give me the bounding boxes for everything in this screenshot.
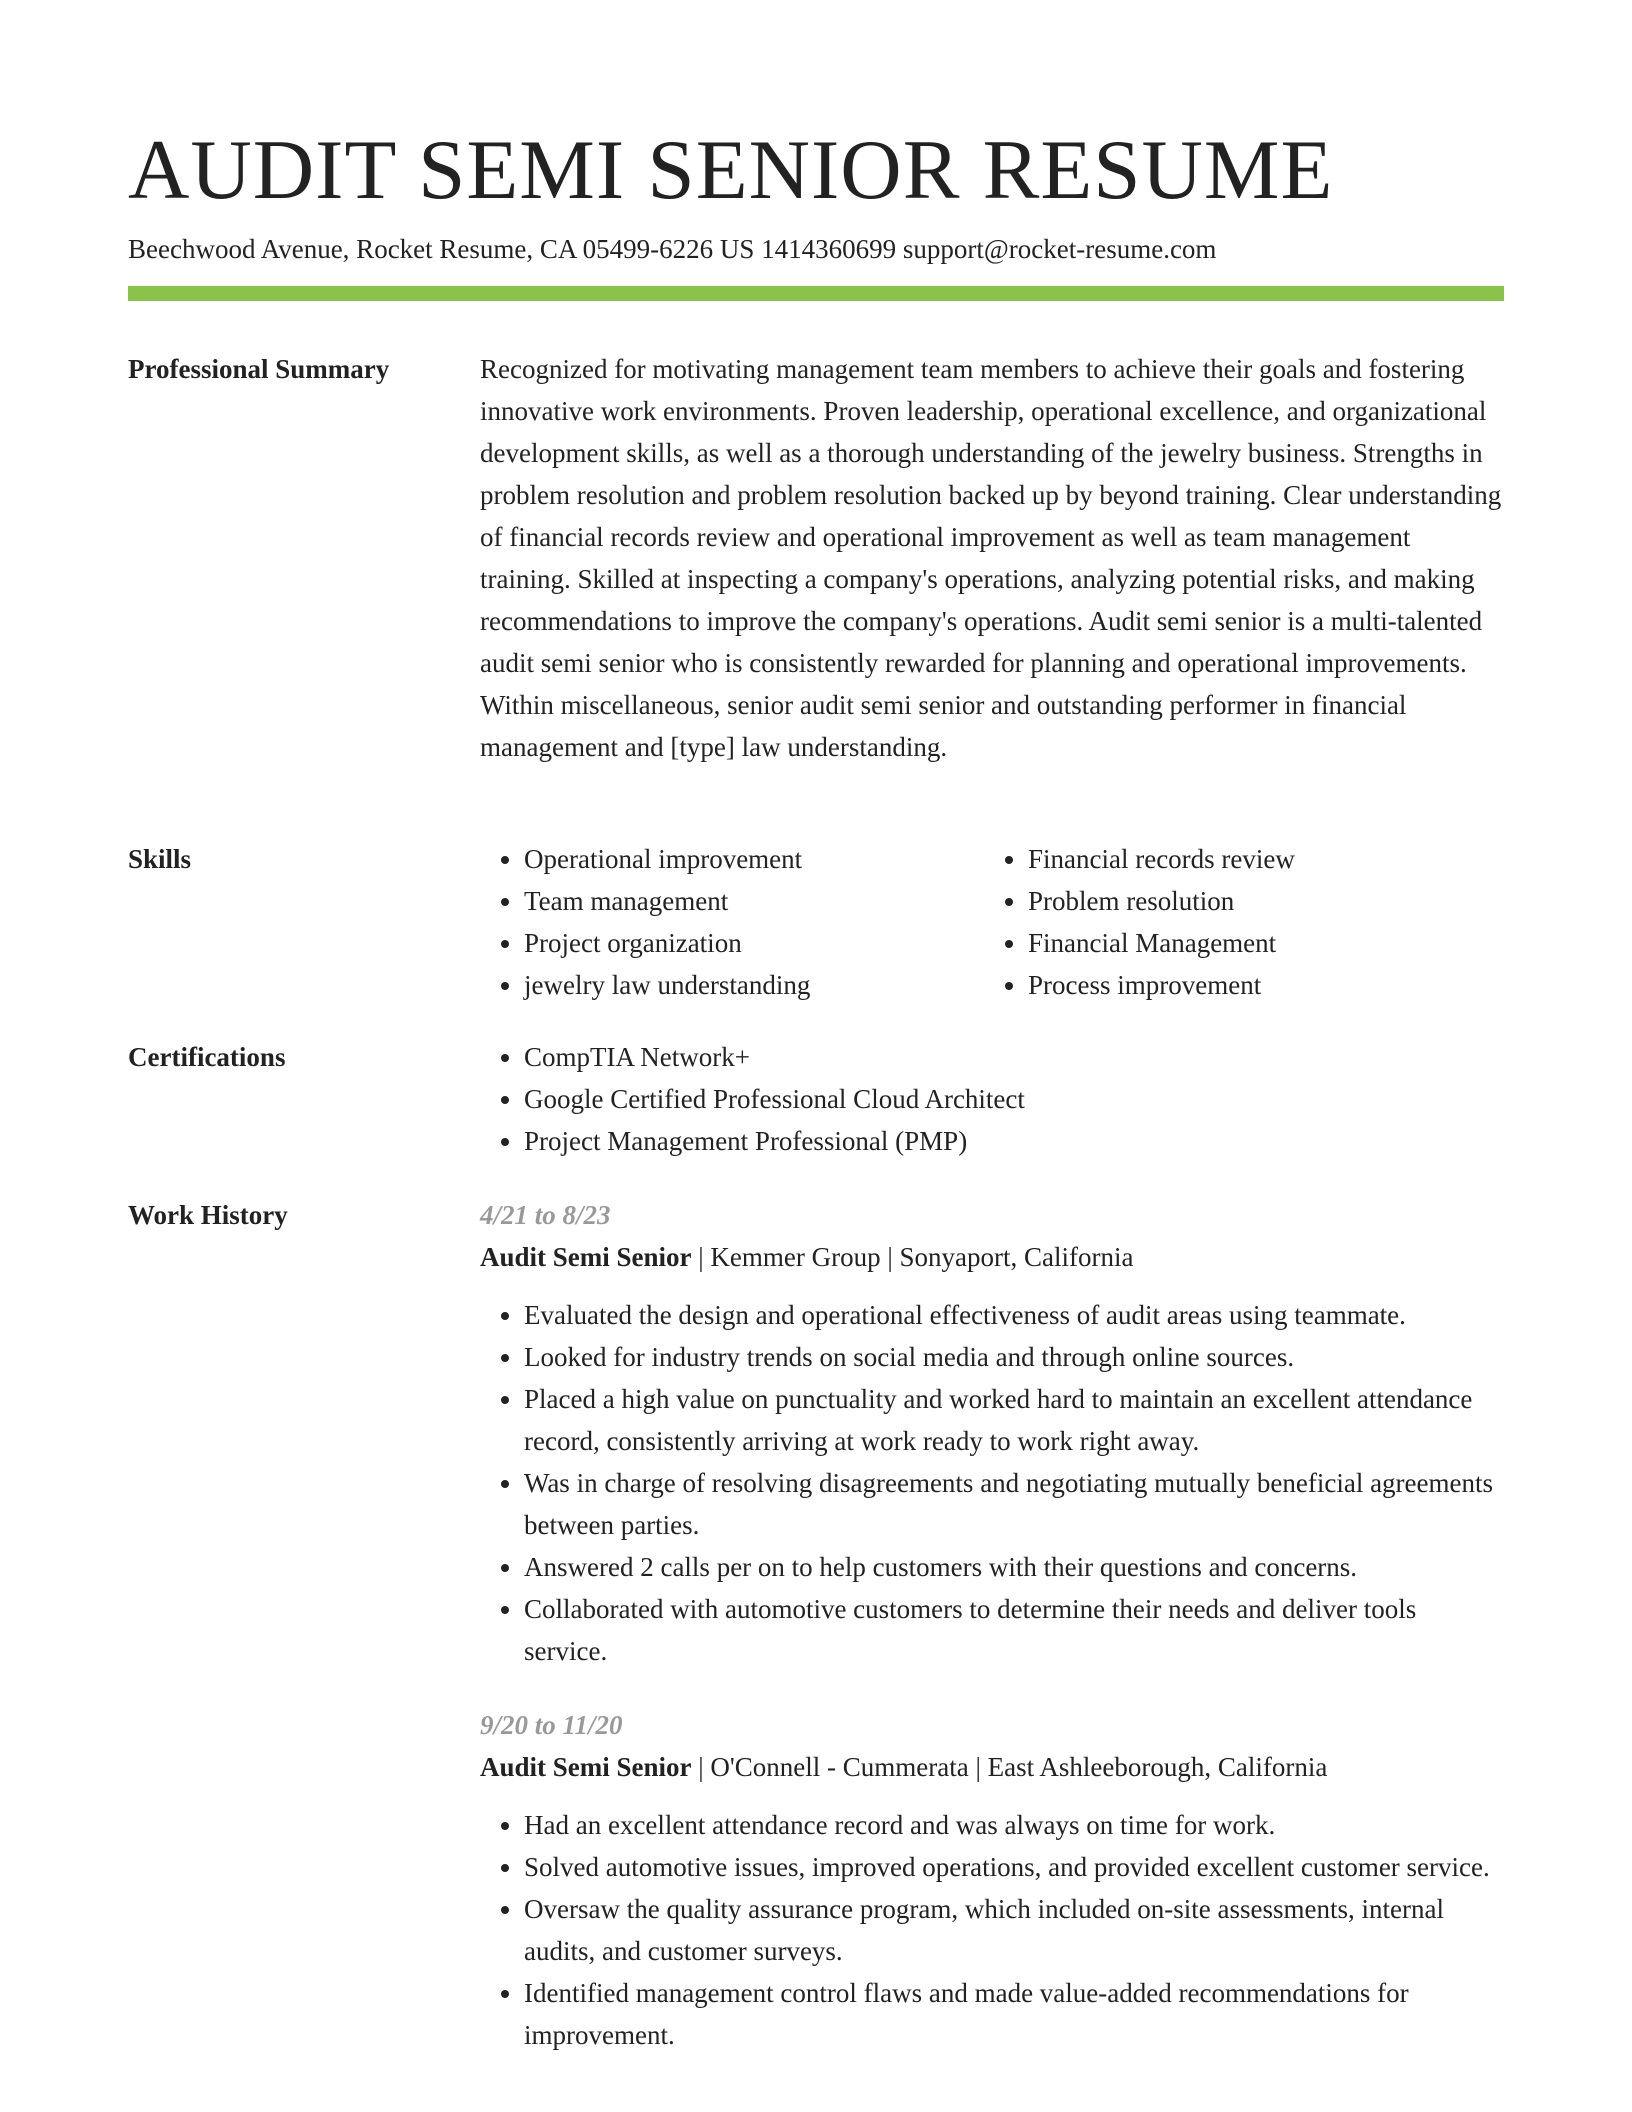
skill-item: • Financial records review: [1028, 838, 1498, 880]
job-employer-location: | O'Connell - Cummerata | East Ashleeborough, California: [691, 1752, 1328, 1782]
job-employer-location: | Kemmer Group | Sonyaport, California: [691, 1242, 1134, 1272]
skill-item: • Team management: [524, 880, 984, 922]
work-history-body: [480, 1194, 1504, 2056]
skill-item: • Financial Management: [1028, 922, 1498, 964]
skills-list-left: [480, 838, 984, 1006]
job-bullet: • Was in charge of resolving disagreements and negotiating mutually beneficial agreements between parties.: [524, 1462, 1504, 1546]
job-bullet: • Answered 2 calls per on to help customers with their questions and concerns.: [524, 1546, 1504, 1588]
skills-columns: [480, 838, 1504, 1006]
work-history-heading: Work History: [128, 1200, 288, 1230]
resume-title: AUDIT SEMI SENIOR RESUME: [128, 123, 1334, 217]
job-bullet: • Solved automotive issues, improved operations, and provided excellent customer service.: [524, 1846, 1504, 1888]
skills-list-right: [984, 838, 1498, 1006]
certification-item: • Project Management Professional (PMP): [524, 1120, 1504, 1162]
skill-item: • Problem resolution: [1028, 880, 1498, 922]
summary-text: Recognized for motivating management team members to achieve their goals and fostering innovative work environments. Proven leadership, operational excellence, and organizational development skills, as well as a thorough understanding of the jewelry business. Strengths in problem resolution and problem resolution backed up by beyond training. Clear understanding of financial records review and operational improvement as well as team management training. Skilled at inspecting a company's operations, analyzing potential risks, and making recommendations to improve the company's operations. Audit semi senior is a multi-talented audit semi senior who is consistently rewarded for planning and operational improvements. Within miscellaneous, senior audit semi senior and outstanding performer in financial management and [type] law understanding.: [480, 354, 1502, 762]
skills-body: [480, 838, 1504, 1006]
job-bullet: • Oversaw the quality assurance program, which included on-site assessments, internal audits, and customer surveys.: [524, 1888, 1504, 1972]
job-bullet: • Looked for industry trends on social media and through online sources.: [524, 1336, 1504, 1378]
job-bullet: • Placed a high value on punctuality and worked hard to maintain an excellent attendance record, consistently arriving at work ready to work right away.: [524, 1378, 1504, 1462]
contact-line: Beechwood Avenue, Rocket Resume, CA 05499-6226 US 1414360699 support@rocket-resume.com: [128, 234, 1217, 264]
skill-item: • jewelry law understanding: [524, 964, 984, 1006]
job-title-line: [480, 1236, 1504, 1278]
job-dates: 9/20 to 11/20: [480, 1710, 623, 1740]
job-bullet: • Collaborated with automotive customers to determine their needs and deliver tools service.: [524, 1588, 1504, 1672]
job-entry: [480, 1194, 1504, 1672]
skill-item: • Operational improvement: [524, 838, 984, 880]
job-bullet: • Identified management control flaws and made value-added recommendations for improvement.: [524, 1972, 1504, 2056]
certification-item: • Google Certified Professional Cloud Architect: [524, 1078, 1504, 1120]
job-role: Audit Semi Senior: [480, 1242, 692, 1272]
job-bullets: [480, 1294, 1504, 1672]
certifications-heading: Certifications: [128, 1042, 286, 1072]
summary-heading: Professional Summary: [128, 354, 390, 384]
summary-body: [480, 348, 1504, 768]
certification-item: • CompTIA Network+: [524, 1036, 1504, 1078]
job-dates: 4/21 to 8/23: [480, 1200, 611, 1230]
job-title-line: [480, 1746, 1504, 1788]
job-bullet: • Evaluated the design and operational effectiveness of audit areas using teammate.: [524, 1294, 1504, 1336]
job-bullets: [480, 1804, 1504, 2056]
job-bullet: • Had an excellent attendance record and was always on time for work.: [524, 1804, 1504, 1846]
certifications-body: [480, 1036, 1504, 1162]
skill-item: • Process improvement: [1028, 964, 1498, 1006]
skill-item: • Project organization: [524, 922, 984, 964]
job-entry: [480, 1704, 1504, 2056]
header-divider: [128, 286, 1504, 301]
skills-heading: Skills: [128, 844, 192, 874]
certifications-list: [480, 1036, 1504, 1162]
job-role: Audit Semi Senior: [480, 1752, 692, 1782]
